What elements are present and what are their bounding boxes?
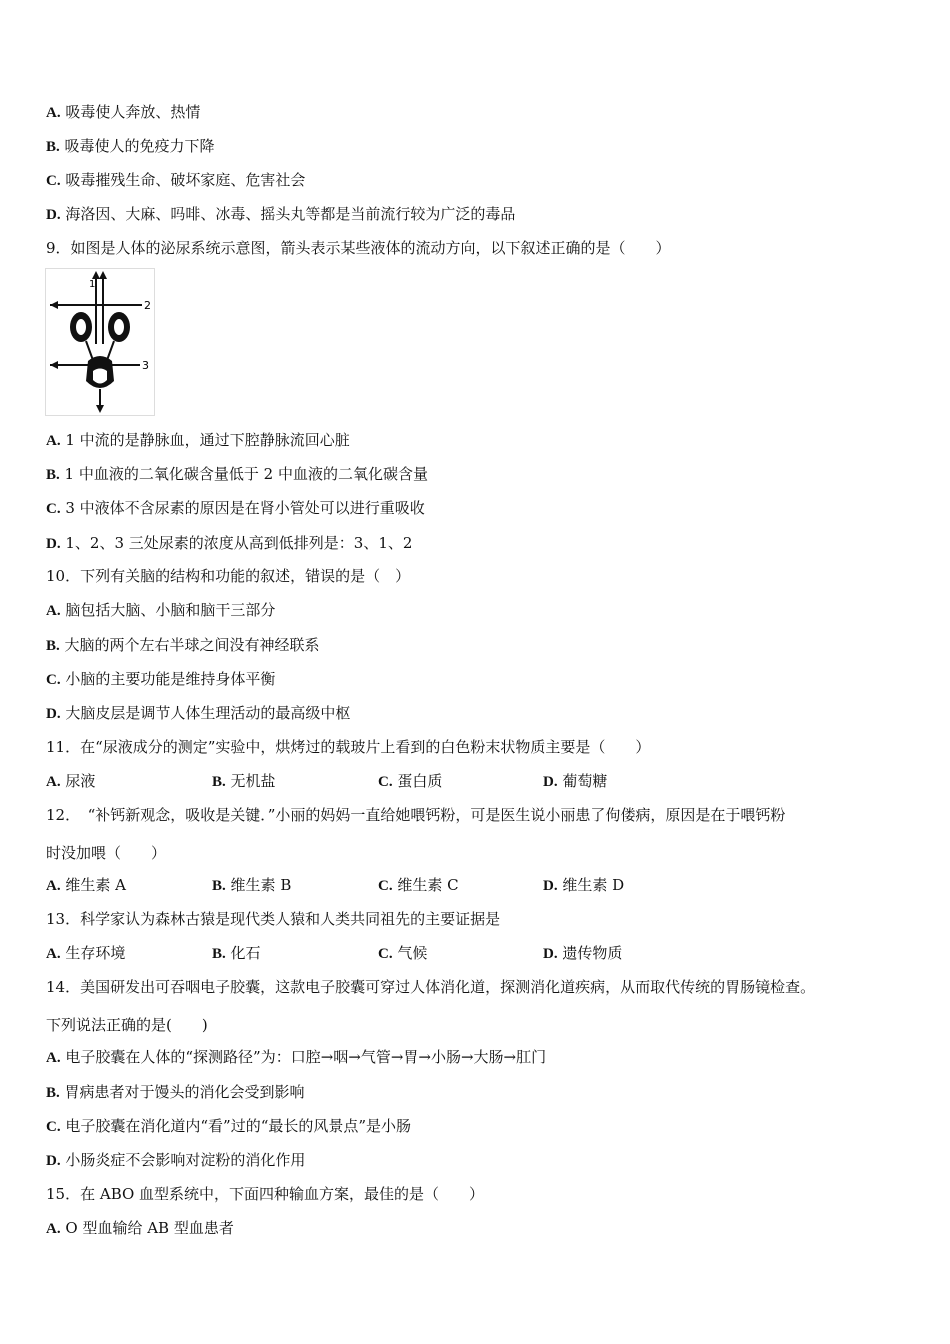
q10-option-a: A. 脑包括大脑、小脑和脑干三部分 bbox=[46, 601, 276, 619]
q9-option-b: B. 1 中血液的二氧化碳含量低于 2 中血液的二氧化碳含量 bbox=[46, 465, 428, 483]
q13-option-d: D. 遗传物质 bbox=[543, 944, 623, 962]
q13-stem: 13．科学家认为森林古猿是现代类人猿和人类共同祖先的主要证据是 bbox=[46, 910, 501, 928]
q11-stem: 11．在“尿液成分的测定”实验中，烘烤过的载玻片上看到的白色粉末状物质主要是（ ） bbox=[46, 738, 651, 756]
q11-option-b: B. 无机盐 bbox=[212, 772, 276, 790]
q14-stem-line1: 14．美国研发出可吞咽电子胶囊，这款电子胶囊可穿过人体消化道，探测消化道疾病，从而取代传统的胃肠镜检查。 bbox=[46, 978, 816, 996]
urinary-system-svg bbox=[46, 269, 154, 415]
q9-option-a: A. 1 中流的是静脉血，通过下腔静脉流回心脏 bbox=[46, 431, 350, 449]
q10-option-b: B. 大脑的两个左右半球之间没有神经联系 bbox=[46, 636, 320, 654]
q12-stem-line2: 时没加喂（ ） bbox=[46, 844, 167, 862]
q8-option-b: B. 吸毒使人的免疫力下降 bbox=[46, 137, 215, 155]
q13-option-c: C. 气候 bbox=[378, 944, 428, 962]
q14-stem-line2: 下列说法正确的是( ) bbox=[46, 1016, 208, 1034]
q10-option-c: C. 小脑的主要功能是维持身体平衡 bbox=[46, 670, 276, 688]
q8-option-c: C. 吸毒摧残生命、破坏家庭、危害社会 bbox=[46, 171, 306, 189]
q11-option-c: C. 蛋白质 bbox=[378, 772, 443, 790]
q10-option-d: D. 大脑皮层是调节人体生理活动的最高级中枢 bbox=[46, 704, 351, 722]
q10-stem: 10．下列有关脑的结构和功能的叙述，错误的是（ ） bbox=[46, 567, 411, 585]
q9-option-c: C. 3 中液体不含尿素的原因是在肾小管处可以进行重吸收 bbox=[46, 499, 425, 517]
q8-option-d: D. 海洛因、大麻、吗啡、冰毒、摇头丸等都是当前流行较为广泛的毒品 bbox=[46, 205, 516, 223]
figure-label-1: 1 bbox=[89, 279, 96, 290]
q14-option-b: B. 胃病患者对于馒头的消化会受到影响 bbox=[46, 1083, 305, 1101]
q12-option-d: D. 维生素 D bbox=[543, 876, 625, 894]
q14-option-a: A. 电子胶囊在人体的“探测路径”为：口腔→咽→气管→胃→小肠→大肠→肛门 bbox=[46, 1048, 547, 1066]
q12-option-c: C. 维生素 C bbox=[378, 876, 459, 894]
q9-stem: 9．如图是人体的泌尿系统示意图，箭头表示某些液体的流动方向，以下叙述正确的是（ ） bbox=[46, 239, 671, 257]
q12-stem-line1: 12． “补钙新观念，吸收是关键．”小丽的妈妈一直给她喂钙粉，可是医生说小丽患了佝偻病，原因是在于喂钙粉 bbox=[46, 806, 786, 824]
q11-option-d: D. 葡萄糖 bbox=[543, 772, 608, 790]
q14-option-d: D. 小肠炎症不会影响对淀粉的消化作用 bbox=[46, 1151, 306, 1169]
urinary-system-diagram bbox=[45, 268, 155, 416]
q12-option-b: B. 维生素 B bbox=[212, 876, 292, 894]
q12-option-a: A. 维生素 A bbox=[46, 876, 126, 894]
q15-stem: 15．在 ABO 血型系统中，下面四种输血方案，最佳的是（ ） bbox=[46, 1185, 485, 1203]
q15-option-a: A. O 型血输给 AB 型血患者 bbox=[46, 1219, 234, 1237]
q13-option-b: B. 化石 bbox=[212, 944, 261, 962]
q13-option-a: A. 生存环境 bbox=[46, 944, 126, 962]
q14-option-c: C. 电子胶囊在消化道内“看”过的“最长的风景点”是小肠 bbox=[46, 1117, 412, 1135]
q11-option-a: A. 尿液 bbox=[46, 772, 96, 790]
q9-option-d: D. 1、2、3 三处尿素的浓度从高到低排列是：3、1、2 bbox=[46, 534, 413, 552]
q8-option-a: A. 吸毒使人奔放、热情 bbox=[46, 103, 201, 121]
figure-label-2: 2 bbox=[144, 299, 151, 312]
figure-label-3: 3 bbox=[142, 359, 149, 372]
